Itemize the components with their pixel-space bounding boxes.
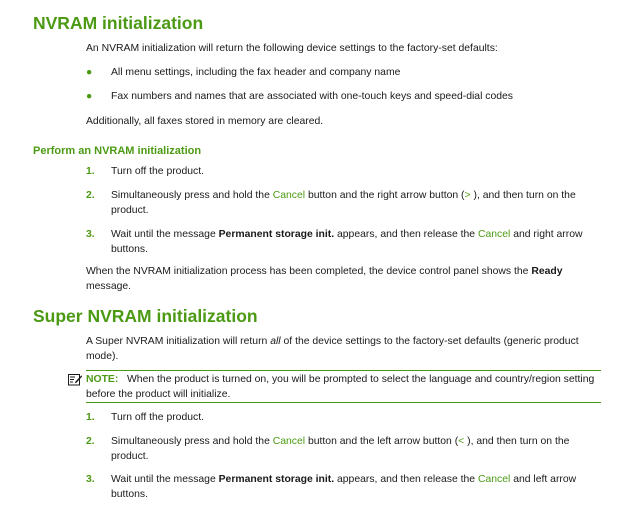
step-number: 3. — [86, 229, 95, 240]
step-text: Turn off the product. — [111, 412, 204, 423]
left-arrow-icon: < — [458, 436, 465, 447]
bullet-icon: ● — [86, 91, 93, 102]
note-pencil-icon — [68, 374, 82, 386]
additional-note: Additionally, all faxes stored in memory are cleared. — [86, 116, 324, 127]
cancel-button-ref: Cancel — [477, 229, 511, 240]
list-item-text: All menu settings, including the fax header and company name — [111, 67, 401, 78]
section-intro: An NVRAM initialization will return the following device settings to the factory-set defaults: — [86, 43, 498, 54]
step-text: Wait until the message Permanent storage init. appears, and then release the Cancel and right arrow buttons. — [111, 229, 583, 255]
cancel-button-ref: Cancel — [477, 474, 511, 485]
emphasis-all: all — [270, 336, 281, 347]
right-arrow-icon: > — [464, 190, 471, 201]
note-box — [86, 373, 606, 402]
note-label: NOTE: — [86, 374, 119, 385]
section-title-nvram: NVRAM initialization — [33, 13, 204, 33]
bullet-icon: ● — [86, 67, 93, 78]
completion-text: When the NVRAM initialization process has been completed, the device control panel shows the Ready message. — [86, 266, 563, 292]
section-intro: A Super NVRAM initialization will return all of the device settings to the factory-set defaults (generic product mode). — [86, 336, 579, 362]
step-text: Simultaneously press and hold the Cancel button and the left arrow button (< ), and then turn on the product. — [111, 436, 570, 462]
note-text: When the product is turned on, you will be prompted to select the language and country/region setting before the product will initialize. — [86, 374, 595, 400]
step-number: 3. — [86, 474, 95, 485]
step-text: Turn off the product. — [111, 166, 204, 177]
cancel-button-ref: Cancel — [272, 436, 306, 447]
subheading-perform: Perform an NVRAM initialization — [33, 145, 202, 157]
note-top-rule — [86, 370, 601, 371]
cancel-button-ref: Cancel — [272, 190, 306, 201]
step-text: Simultaneously press and hold the Cancel button and the right arrow button (> ), and then turn on the product. — [111, 190, 576, 216]
list-item-text: Fax numbers and names that are associated with one-touch keys and speed-dial codes — [111, 91, 514, 102]
note-bottom-rule — [86, 402, 601, 403]
step-number: 2. — [86, 436, 95, 447]
step-number: 1. — [86, 166, 95, 177]
ready-message: Ready — [531, 266, 563, 277]
message-text: Permanent storage init. — [218, 474, 335, 485]
section-title-super-nvram: Super NVRAM initialization — [33, 306, 258, 326]
step-number: 1. — [86, 412, 95, 423]
step-text: Wait until the message Permanent storage init. appears, and then release the Cancel and left arrow buttons. — [111, 474, 577, 500]
step-number: 2. — [86, 190, 95, 201]
message-text: Permanent storage init. — [218, 229, 335, 240]
